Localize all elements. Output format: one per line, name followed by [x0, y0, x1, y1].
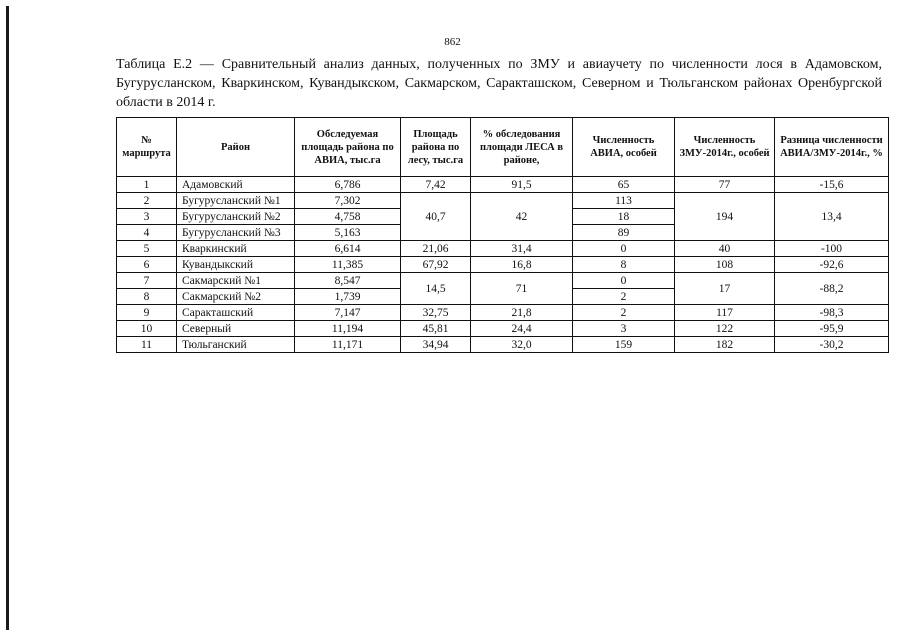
- count-avia: 18: [573, 209, 675, 225]
- area-avia: 5,163: [295, 225, 401, 241]
- district-name: Саракташский: [177, 305, 295, 321]
- header-difference: Разница численности АВИА/ЗМУ-2014г., %: [775, 118, 889, 177]
- route-number: 6: [117, 257, 177, 273]
- count-avia: 65: [573, 177, 675, 193]
- route-number: 7: [117, 273, 177, 289]
- table-row: [117, 337, 889, 353]
- count-avia: 3: [573, 321, 675, 337]
- difference: -92,6: [775, 257, 889, 273]
- count-zmu: 40: [675, 241, 775, 257]
- difference: -88,2: [775, 273, 889, 305]
- route-number: 4: [117, 225, 177, 241]
- count-zmu: 182: [675, 337, 775, 353]
- pct-forest: 16,8: [471, 257, 573, 273]
- forest-area: 21,06: [401, 241, 471, 257]
- count-avia: 2: [573, 289, 675, 305]
- route-number: 3: [117, 209, 177, 225]
- forest-area: 45,81: [401, 321, 471, 337]
- district-name: Кваркинский: [177, 241, 295, 257]
- table-row: [117, 273, 889, 289]
- district-name: Бугурусланский №2: [177, 209, 295, 225]
- table-caption: Таблица Е.2 — Сравнительный анализ данных, полученных по ЗМУ и авиаучету по численности лося в Адамовском, Бугурусланском, Кваркинском, Кувандыкском, Сакмарском, Саракташском, Северном и Тюльганском районах Оренбургской области в 2014 г.: [116, 57, 882, 110]
- district-name: Тюльганский: [177, 337, 295, 353]
- count-zmu: 108: [675, 257, 775, 273]
- forest-area: 34,94: [401, 337, 471, 353]
- difference: -95,9: [775, 321, 889, 337]
- count-avia: 159: [573, 337, 675, 353]
- table-row: [117, 241, 889, 257]
- page-edge-line: [6, 6, 9, 630]
- route-number: 1: [117, 177, 177, 193]
- district-name: Адамовский: [177, 177, 295, 193]
- table-row: [117, 177, 889, 193]
- area-avia: 8,547: [295, 273, 401, 289]
- count-avia: 113: [573, 193, 675, 209]
- pct-forest: 24,4: [471, 321, 573, 337]
- header-area-avia: Обследуемая площадь района по АВИА, тыс.га: [295, 118, 401, 177]
- count-zmu: 77: [675, 177, 775, 193]
- pct-forest: 32,0: [471, 337, 573, 353]
- table-row: [117, 321, 889, 337]
- count-zmu: 122: [675, 321, 775, 337]
- table-row: [117, 257, 889, 273]
- difference: -98,3: [775, 305, 889, 321]
- pct-forest: 71: [471, 273, 573, 305]
- route-number: 11: [117, 337, 177, 353]
- pct-forest: 91,5: [471, 177, 573, 193]
- area-avia: 6,786: [295, 177, 401, 193]
- count-avia: 0: [573, 241, 675, 257]
- count-zmu: 17: [675, 273, 775, 305]
- district-name: Сакмарский №2: [177, 289, 295, 305]
- district-name: Кувандыкский: [177, 257, 295, 273]
- header-route-number: № маршрута: [117, 118, 177, 177]
- count-avia: 89: [573, 225, 675, 241]
- route-number: 9: [117, 305, 177, 321]
- header-forest-area: Площадь района по лесу, тыс.га: [401, 118, 471, 177]
- pct-forest: 21,8: [471, 305, 573, 321]
- area-avia: 7,302: [295, 193, 401, 209]
- header-row: [117, 118, 889, 177]
- header-district: Район: [177, 118, 295, 177]
- forest-area: 7,42: [401, 177, 471, 193]
- forest-area: 32,75: [401, 305, 471, 321]
- route-number: 2: [117, 193, 177, 209]
- area-avia: 6,614: [295, 241, 401, 257]
- page-number: 862: [444, 36, 461, 48]
- forest-area: 67,92: [401, 257, 471, 273]
- district-name: Бугурусланский №3: [177, 225, 295, 241]
- count-avia: 2: [573, 305, 675, 321]
- difference: 13,4: [775, 193, 889, 241]
- table-row: [117, 305, 889, 321]
- pct-forest: 31,4: [471, 241, 573, 257]
- difference: -100: [775, 241, 889, 257]
- district-name: Северный: [177, 321, 295, 337]
- difference: -30,2: [775, 337, 889, 353]
- count-avia: 8: [573, 257, 675, 273]
- header-count-zmu: Численность ЗМУ-2014г., особей: [675, 118, 775, 177]
- count-zmu: 117: [675, 305, 775, 321]
- pct-forest: 42: [471, 193, 573, 241]
- count-avia: 0: [573, 273, 675, 289]
- route-number: 8: [117, 289, 177, 305]
- route-number: 5: [117, 241, 177, 257]
- header-count-avia: Численность АВИА, особей: [573, 118, 675, 177]
- area-avia: 7,147: [295, 305, 401, 321]
- area-avia: 1,739: [295, 289, 401, 305]
- district-name: Сакмарский №1: [177, 273, 295, 289]
- area-avia: 4,758: [295, 209, 401, 225]
- area-avia: 11,385: [295, 257, 401, 273]
- forest-area: 40,7: [401, 193, 471, 241]
- count-zmu: 194: [675, 193, 775, 241]
- forest-area: 14,5: [401, 273, 471, 305]
- route-number: 10: [117, 321, 177, 337]
- area-avia: 11,194: [295, 321, 401, 337]
- area-avia: 11,171: [295, 337, 401, 353]
- difference: -15,6: [775, 177, 889, 193]
- header-pct-forest: % обследования площади ЛЕСА в районе,: [471, 118, 573, 177]
- district-name: Бугурусланский №1: [177, 193, 295, 209]
- table-row: [117, 193, 889, 209]
- moose-comparison-table: [116, 117, 889, 353]
